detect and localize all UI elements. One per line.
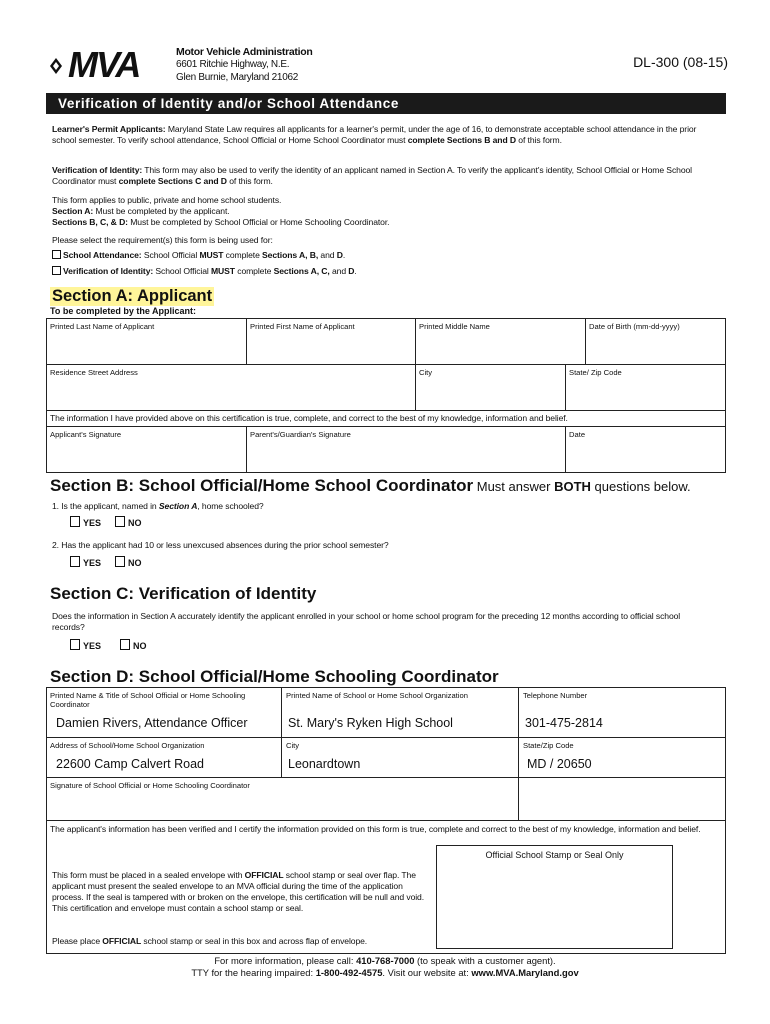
official-signature-label: Signature of School Official or Home Schooling Coordinator <box>50 781 250 790</box>
mva-logo <box>48 46 172 82</box>
q2-yes-option[interactable]: YES <box>70 556 101 568</box>
section-a-title: Section A: Applicant <box>52 287 213 305</box>
state-zip-input[interactable] <box>566 378 725 409</box>
section-b-q2: 2. Has the applicant had 10 or less unexcused absences during the prior school semester? <box>52 540 389 550</box>
c-yes-checkbox[interactable] <box>70 639 80 650</box>
date-input[interactable] <box>566 440 725 472</box>
official-certify-text: The applicant's information has been verified and I certify the information provided on this form is true, complete and correct to the best of my knowledge, information and belief. <box>50 824 701 834</box>
last-name-input[interactable] <box>47 332 245 363</box>
title-bar <box>46 93 726 114</box>
school-address-input[interactable]: 22600 Camp Calvert Road <box>56 757 204 771</box>
place-stamp-instructions: Please place OFFICIAL school stamp or seal in this box and across flap of envelope. <box>52 936 368 946</box>
website-link[interactable]: www.MVA.Maryland.gov <box>471 967 579 978</box>
q1-no-checkbox[interactable] <box>115 516 125 527</box>
applicant-signature-label: Applicant's Signature <box>50 430 122 439</box>
org-address-line1: 6601 Ritchie Highway, N.E. <box>176 59 290 70</box>
q1-yes-checkbox[interactable] <box>70 516 80 527</box>
school-org-label: Printed Name of School or Home School Organization <box>286 691 468 700</box>
certification-statement: The information I have provided above on this certification is true, complete, and correct to the best of my knowledge, information and belief. <box>50 413 568 423</box>
section-b-title: Section B: School Official/Home School Coordinator <box>50 476 474 495</box>
official-name-title-label: Printed Name & Title of School Official or Home Schooling Coordinator <box>50 691 246 709</box>
intro-applies: This form applies to public, private and home school students. Section A: Must be completed by the applicant. Sections B, C, & D: Must be completed by School Official or Home Schooling Coordinator. <box>52 195 390 227</box>
q1-yes-option[interactable]: YES <box>70 516 101 528</box>
date-label: Date <box>569 430 586 439</box>
org-name: Motor Vehicle Administration <box>176 46 313 58</box>
c-yes-option[interactable]: YES <box>70 639 101 651</box>
street-label: Residence Street Address <box>50 368 138 377</box>
footer-contact: For more information, please call: 410-768-7000 (to speak with a customer agent). TTY for the hearing impaired: 1-800-492-4575. Visit our website at: www.MVA.Maryland.gov <box>191 955 579 978</box>
verification-identity-checkbox[interactable] <box>52 266 61 275</box>
middle-name-label: Printed Middle Name <box>419 322 490 331</box>
city-input[interactable] <box>416 378 564 409</box>
middle-name-input[interactable] <box>416 332 584 363</box>
q2-no-checkbox[interactable] <box>115 556 125 567</box>
c-no-option[interactable]: NO <box>120 639 147 651</box>
applicant-signature-input[interactable] <box>47 440 245 472</box>
official-signature-input[interactable] <box>47 791 517 820</box>
option-school-attendance[interactable]: School Attendance: School Official MUST complete Sections A, B, and D. <box>52 250 345 261</box>
q2-no-option[interactable]: NO <box>115 556 142 568</box>
option-verification-identity[interactable]: Verification of Identity: School Official MUST complete Sections A, C, and D. <box>52 266 357 277</box>
section-b-heading: Section B: School Official/Home School Coordinator Must answer BOTH questions below. <box>50 476 691 495</box>
intro-learners-permit: Learner's Permit Applicants: Maryland State Law requires all applicants for a learner's permit, under the age of 16, to demonstrate acceptable school attendance in the prior school semester. To verify school attendance, School Official or Home School Coordinator must complete Sections B and D of this form. <box>52 124 697 145</box>
envelope-instructions: This form must be placed in a sealed envelope with OFFICIAL school stamp or seal over flap. The applicant must present the sealed envelope to an MVA official during the time of the application process. If the seal is tampered with or broken on the envelope, this certification will be null and void. This certification and envelope must contain a school stamp or seal. <box>52 870 425 913</box>
org-address-line2: Glen Burnie, Maryland 21062 <box>176 72 298 83</box>
phone-label: Telephone Number <box>523 691 588 700</box>
section-c-title: Section C: Verification of Identity <box>50 584 317 603</box>
stamp-label: Official School Stamp or Seal Only <box>485 850 624 860</box>
school-state-zip-label: State/Zip Code <box>523 741 574 750</box>
section-a-subtitle: To be completed by the Applicant: <box>50 306 197 316</box>
dob-input[interactable] <box>586 332 725 363</box>
school-org-input[interactable]: St. Mary's Ryken High School <box>288 716 453 730</box>
street-input[interactable] <box>47 378 414 409</box>
stamp-box[interactable] <box>436 845 673 949</box>
section-d-title: Section D: School Official/Home Schooling Coordinator <box>50 667 499 686</box>
intro-select-requirement: Please select the requirement(s) this form is being used for: <box>52 235 273 245</box>
state-zip-label: State/ Zip Code <box>569 368 622 377</box>
school-attendance-checkbox[interactable] <box>52 250 61 259</box>
school-state-zip-input[interactable]: MD / 20650 <box>527 757 592 771</box>
parent-signature-label: Parent's/Guardian's Signature <box>250 430 351 439</box>
dob-label: Date of Birth (mm-dd-yyyy) <box>589 322 680 331</box>
c-no-checkbox[interactable] <box>120 639 130 650</box>
first-name-label: Printed First Name of Applicant <box>250 322 355 331</box>
section-d-extra-cell <box>519 778 725 820</box>
parent-signature-input[interactable] <box>247 440 564 472</box>
svg-text:MVA: MVA <box>68 46 140 82</box>
form-number: DL-300 (08-15) <box>633 54 728 70</box>
title-bar-text: Verification of Identity and/or School Attendance <box>58 96 399 111</box>
school-city-label: City <box>286 741 300 750</box>
last-name-label: Printed Last Name of Applicant <box>50 322 155 331</box>
section-c-question: Does the information in Section A accurately identify the applicant enrolled in your school or home school program for the preceding 12 months according to official school records? <box>52 611 681 632</box>
school-city-input[interactable]: Leonardtown <box>288 757 361 771</box>
first-name-input[interactable] <box>247 332 414 363</box>
city-label: City <box>419 368 433 377</box>
official-name-title-input[interactable]: Damien Rivers, Attendance Officer <box>56 716 248 730</box>
intro-verification: Verification of Identity: This form may also be used to verify the identity of an applicant named in Section A. To verify the applicant's identity, School Official or Home School Coordinator must complete Sections C and D of this form. <box>52 165 692 186</box>
phone-input[interactable]: 301-475-2814 <box>525 716 603 730</box>
q2-yes-checkbox[interactable] <box>70 556 80 567</box>
q1-no-option[interactable]: NO <box>115 516 142 528</box>
school-address-label: Address of School/Home School Organization <box>50 741 205 750</box>
section-b-q1: 1. Is the applicant, named in Section A, home schooled? <box>52 501 264 511</box>
